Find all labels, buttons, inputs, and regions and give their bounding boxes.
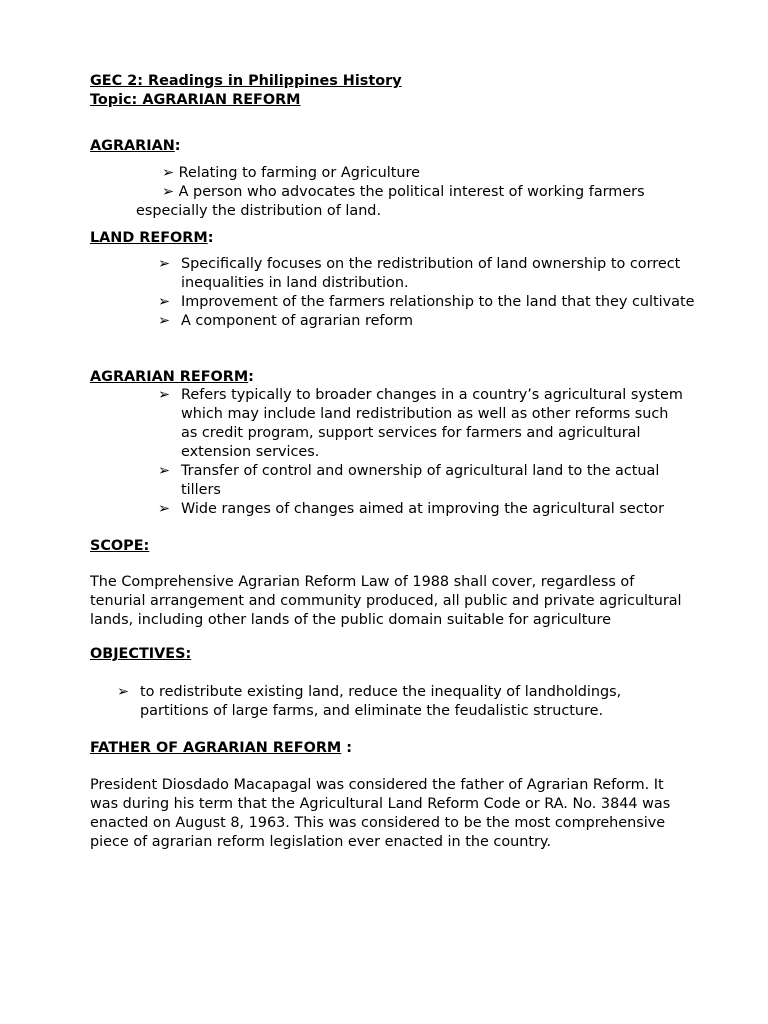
bullet-arrow-icon: ➢ <box>158 501 171 517</box>
course-title: GEC 2: Readings in Philippines History <box>90 73 402 89</box>
section-heading-land-reform <box>90 229 690 248</box>
section-heading-objectives: OBJECTIVES: <box>90 646 192 662</box>
section-heading-scope: SCOPE: <box>90 538 150 554</box>
list-item <box>158 386 683 462</box>
bullet-arrow-icon: ➢ <box>158 256 171 272</box>
bullet-arrow-icon: ➢ <box>162 165 175 181</box>
bullet-arrow-icon: ➢ <box>162 184 175 200</box>
heading-text: AGRARIAN REFORM <box>90 369 249 385</box>
list-item-text: Specifically focuses on the redistribution of land ownership to correct inequalities in land distribution. <box>181 256 681 291</box>
bullet-arrow-icon: ➢ <box>117 684 130 700</box>
bullet-arrow-icon: ➢ <box>158 294 171 310</box>
list-item <box>158 462 683 500</box>
list-item-text: Refers typically to broader changes in a country’s agricultural system which may include land redistribution as well as other reforms such as credit program, support services for farmers and agricultural extension services. <box>181 387 683 460</box>
heading-colon: : <box>174 138 181 154</box>
topic-title: Topic: AGRARIAN REFORM <box>90 92 301 108</box>
list-item <box>158 293 698 312</box>
scope-paragraph: The Comprehensive Agrarian Reform Law of 1988 shall cover, regardless of tenurial arrangement and community produced, all public and private agricultural lands, including other lands of the public domain suitable for agriculture <box>90 574 682 628</box>
heading-text: FATHER OF AGRARIAN REFORM <box>90 740 342 756</box>
heading-text: LAND REFORM <box>90 230 208 246</box>
list-item-text: Wide ranges of changes aimed at improving the agricultural sector <box>181 501 664 517</box>
list-item <box>162 183 682 202</box>
land-reform-list <box>158 255 698 331</box>
list-item-text: Transfer of control and ownership of agricultural land to the actual tillers <box>181 463 660 498</box>
bullet-arrow-icon: ➢ <box>158 313 171 329</box>
heading-colon: : <box>341 740 352 756</box>
list-item <box>158 500 683 519</box>
agrarian-reform-list <box>158 386 683 519</box>
heading-colon: : <box>207 230 214 246</box>
heading-text: AGRARIAN <box>90 138 175 154</box>
list-item <box>117 683 637 721</box>
agrarian-continuation: especially the distribution of land. <box>136 203 382 219</box>
bullet-arrow-icon: ➢ <box>158 463 171 479</box>
section-heading-father <box>90 739 690 758</box>
heading-colon: : <box>248 369 254 385</box>
list-item-text: Improvement of the farmers relationship to the land that they cultivate <box>181 294 695 310</box>
list-item <box>158 312 698 331</box>
list-item-text: A component of agrarian reform <box>181 313 413 329</box>
bullet-arrow-icon: ➢ <box>158 387 171 403</box>
agrarian-list-2 <box>162 183 682 202</box>
father-paragraph: President Diosdado Macapagal was considered the father of Agrarian Reform. It was during his term that the Agricultural Land Reform Code or RA. No. 3844 was enacted on August 8, 1963. This was considered to be the most comprehensive piece of agrarian reform legislation ever enacted in the country. <box>90 777 671 850</box>
agrarian-list <box>162 164 682 183</box>
list-item-text: to redistribute existing land, reduce the inequality of landholdings, partitions of large farms, and eliminate the feudalistic structure. <box>140 684 622 719</box>
section-heading-agrarian-reform <box>90 368 690 387</box>
document-header <box>90 72 690 110</box>
objectives-list <box>117 683 637 721</box>
list-item-text: Relating to farming or Agriculture <box>178 165 420 181</box>
list-item-text: A person who advocates the political interest of working farmers <box>178 184 645 200</box>
section-heading-agrarian <box>90 137 690 156</box>
list-item <box>162 164 682 183</box>
list-item <box>158 255 698 293</box>
